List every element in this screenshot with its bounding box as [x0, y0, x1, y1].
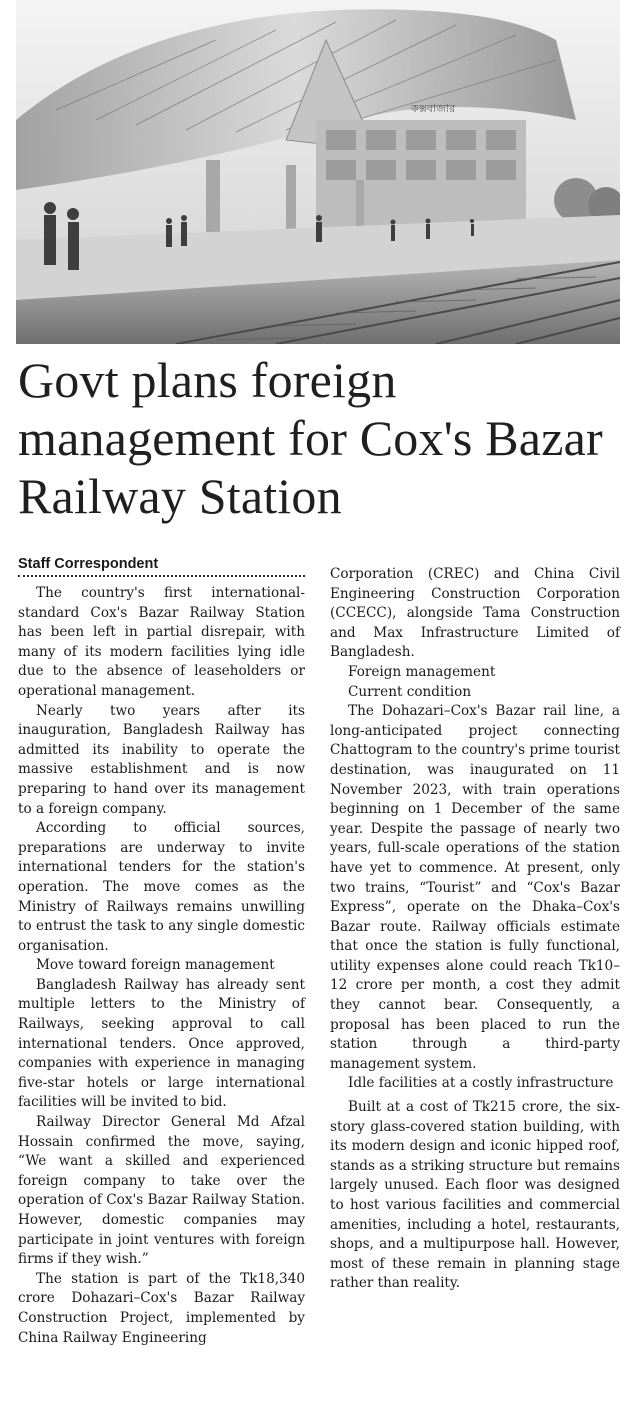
byline: Staff Correspondent	[18, 556, 305, 577]
paragraph: The Dohazari–Cox's Bazar rail line, a long-anticipated project connecting Chattogram to the country's prime tourist destination, was inaugurated on 11 November 2023, with train operations beginning on 1 December of the same year. Despite the passage of nearly two years, full-scale operations of the station have yet to commence. At present, only two trains, “Tourist” and “Cox's Bazar Express”, operate on the Dhaka–Cox's Bazar route. Railway officials estimate that once the station is fully functional, utility expenses alone could reach Tk10–12 crore per month, a cost they admit they cannot bear. Consequently, a proposal has been placed to run the station through a third-party management system.	[330, 703, 620, 1072]
subheading: Current condition	[348, 683, 472, 700]
paragraph: Railway Director General Md Afzal Hossain confirmed the move, saying, “We want a skilled and experienced foreign company to take over the operation of Cox's Bazar Railway Station. However, domestic companies may participate in joint ventures with foreign firms if they wish.”	[18, 1114, 305, 1268]
paragraph: Nearly two years after its inauguration, Bangladesh Railway has admitted its inability to operate the massive establishment and is now preparing to hand over its management to a foreign company.	[18, 702, 305, 817]
right-column	[330, 565, 620, 1294]
subheading: Idle facilities at a costly infrastructure	[348, 1075, 614, 1092]
paragraph-continuation: Corporation (CREC) and China Civil Engineering Construction Corporation (CCECC), alongside Tama Construction and Max Infrastructure Limited of Bangladesh.	[330, 566, 620, 661]
paragraph: The country's first international-standard Cox's Bazar Railway Station has been left in partial disrepair, with many of its modern facilities lying idle due to the absence of leaseholders or operational management.	[18, 585, 305, 699]
paragraph: The station is part of the Tk18,340 crore Dohazari–Cox's Bazar Railway Construction Project, implemented by China Railway Engineering	[18, 1270, 305, 1346]
paragraph: According to official sources, preparations are underway to invite international tenders for the station's operation. The move comes as the Ministry of Railways remains unwilling to entrust the task to any single domestic organisation.	[18, 820, 305, 954]
paragraph: Bangladesh Railway has already sent multiple letters to the Ministry of Railways, seeking approval to call international tenders. Once approved, companies with experience in managing five-star hotels or large international facilities will be invited to bid.	[18, 976, 305, 1111]
paragraph: Built at a cost of Tk215 crore, the six-story glass-covered station building, with its modern design and iconic hipped roof, stands as a striking structure but remains largely unused. Each floor was designed to host various facilities and commercial amenities, including a hotel, restaurants, shops, and a multipurpose hall. However, most of these remain in planning stage rather than reality.	[330, 1099, 621, 1292]
station-photo	[16, 0, 620, 344]
subheading: Move toward foreign management	[36, 957, 275, 974]
headline: Govt plans foreign management for Cox's Bazar Railway Station	[18, 352, 603, 524]
subheading: Foreign management	[348, 663, 496, 680]
station-sign: কক্সবাজার	[411, 102, 456, 115]
left-column	[18, 584, 305, 1348]
